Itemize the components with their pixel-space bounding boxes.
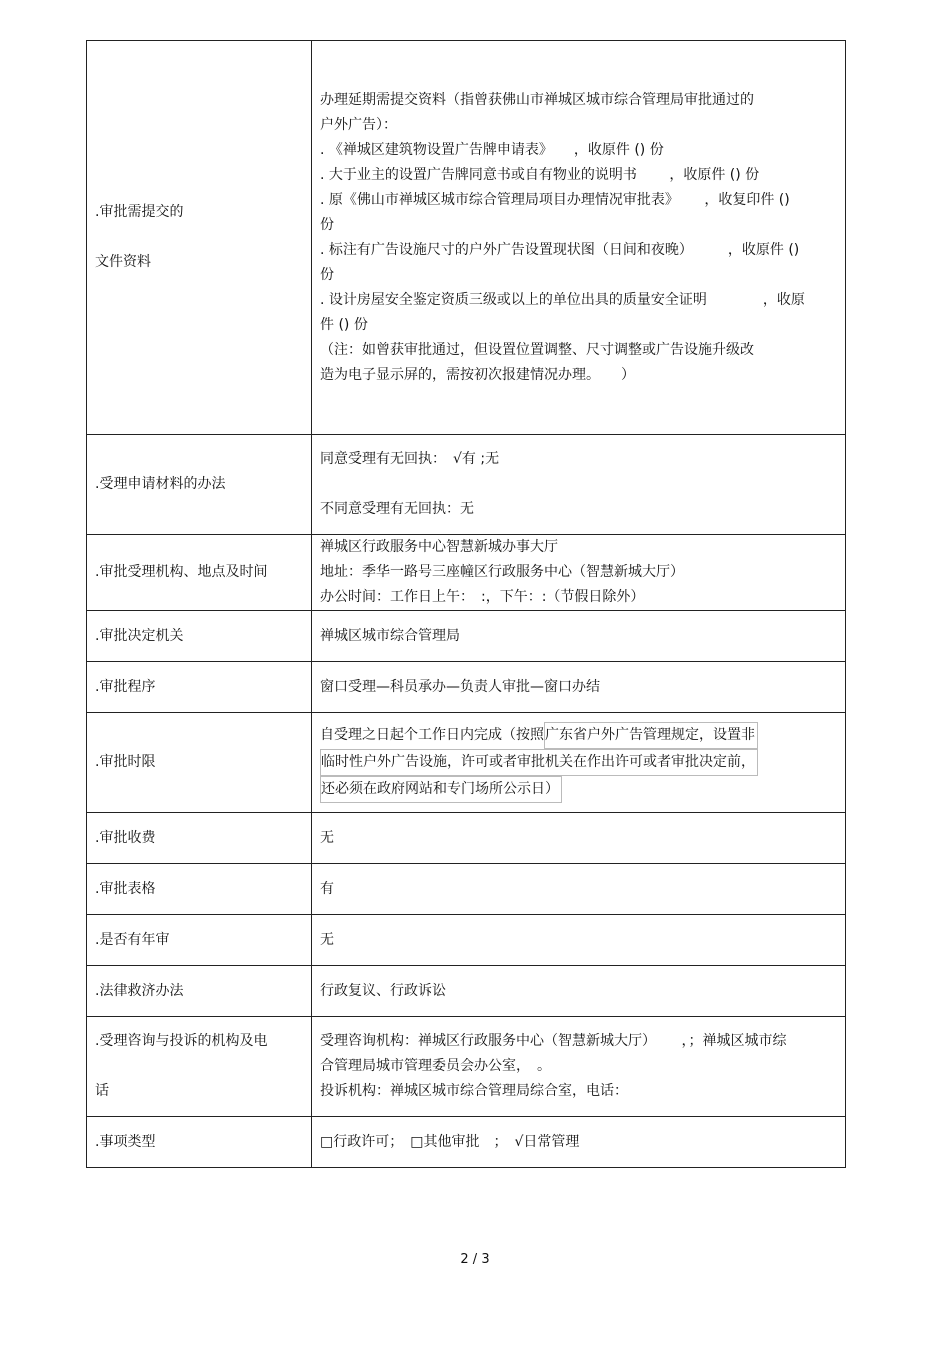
row-label: .审批时限 bbox=[87, 713, 312, 813]
row-label: .审批程序 bbox=[87, 662, 312, 713]
row-value: 禅城区城市综合管理局 bbox=[312, 611, 846, 662]
text-fragment-boxed: 临时性户外广告设施，许可或者审批机关在作出许可或者审批决定前， bbox=[320, 749, 758, 776]
row-label-line1: .审批需提交的 bbox=[95, 204, 184, 220]
row-label-line2: 文件资料 bbox=[95, 254, 151, 270]
row-value: 行政复议、行政诉讼 bbox=[312, 966, 846, 1017]
table-row bbox=[87, 611, 846, 662]
row-label: .法律救济办法 bbox=[87, 966, 312, 1017]
table-row bbox=[87, 535, 846, 611]
table-row bbox=[87, 813, 846, 864]
text-line: 投诉机构：禅城区城市综合管理局综合室，电话： bbox=[320, 1083, 628, 1099]
row-value bbox=[312, 41, 846, 435]
row-label: .审批收费 bbox=[87, 813, 312, 864]
table-row bbox=[87, 864, 846, 915]
row-value bbox=[312, 535, 846, 611]
text-line: 份 bbox=[320, 266, 334, 283]
row-value: 无 bbox=[312, 813, 846, 864]
table-row bbox=[87, 1017, 846, 1117]
table-row bbox=[87, 713, 846, 813]
text-line: . 大于业主的设置广告牌同意书或自有物业的说明书 ，收原件 () 份 bbox=[320, 166, 760, 183]
row-value bbox=[312, 713, 846, 813]
row-label-line2: 话 bbox=[95, 1083, 109, 1099]
row-label: .事项类型 bbox=[87, 1117, 312, 1168]
text-line bbox=[320, 776, 837, 803]
row-value: 窗口受理—科员承办—负责人审批—窗口办结 bbox=[312, 662, 846, 713]
text-line: . 《禅城区建筑物设置广告牌申请表》 ，收原件 () 份 bbox=[320, 141, 664, 158]
row-label: .审批决定机关 bbox=[87, 611, 312, 662]
text-line: 户外广告）： bbox=[320, 116, 397, 133]
text-fragment-boxed: 广东省户外广告管理规定，设置非 bbox=[544, 722, 758, 749]
page-number: 2 / 3 bbox=[460, 1252, 490, 1267]
approval-info-table bbox=[86, 40, 846, 1168]
table-row bbox=[87, 915, 846, 966]
table-row bbox=[87, 435, 846, 535]
text-line: 禅城区行政服务中心智慧新城办事大厅 bbox=[320, 539, 558, 555]
text-fragment-boxed: 还必须在政府网站和专门场所公示日） bbox=[320, 776, 562, 803]
text-line: 地址：季华一路号三座幢区行政服务中心（智慧新城大厅） bbox=[320, 564, 684, 580]
row-label: .审批受理机构、地点及时间 bbox=[87, 535, 312, 611]
row-label: .受理申请材料的办法 bbox=[87, 435, 312, 535]
text-line: 办公时间：工作日上午： :，下午：:（节假日除外） bbox=[320, 589, 645, 605]
text-line: . 标注有广告设施尺寸的户外广告设置现状图（日间和夜晚） ，收原件 () bbox=[320, 241, 800, 258]
row-value: 无 bbox=[312, 915, 846, 966]
text-line: 合管理局城市管理委员会办公室， 。 bbox=[320, 1058, 551, 1074]
table-row bbox=[87, 41, 846, 435]
row-label: .审批表格 bbox=[87, 864, 312, 915]
row-value: □行政许可； □其他审批 ； √日常管理 bbox=[312, 1117, 846, 1168]
text-line: . 设计房屋安全鉴定资质三级或以上的单位出具的质量安全证明 ，收原 bbox=[320, 291, 805, 308]
row-value bbox=[312, 435, 846, 535]
text-line: 件 () 份 bbox=[320, 316, 368, 333]
text-line: 造为电子显示屏的，需按初次报建情况办理。 ） bbox=[320, 366, 635, 383]
text-line: 份 bbox=[320, 216, 334, 233]
table-row bbox=[87, 966, 846, 1017]
text-line: （注：如曾获审批通过，但设置位置调整、尺寸调整或广告设施升级改 bbox=[320, 341, 754, 358]
text-line: 同意受理有无回执： √有 ;无 bbox=[320, 451, 500, 467]
row-value: 有 bbox=[312, 864, 846, 915]
table-row bbox=[87, 1117, 846, 1168]
row-label: .是否有年审 bbox=[87, 915, 312, 966]
text-fragment: 自受理之日起个工作日内完成（按照 bbox=[320, 727, 544, 743]
text-line: 办理延期需提交资料（指曾获佛山市禅城区城市综合管理局审批通过的 bbox=[320, 91, 754, 108]
row-value bbox=[312, 1017, 846, 1117]
table-row bbox=[87, 662, 846, 713]
row-label-line1: .受理咨询与投诉的机构及电 bbox=[95, 1033, 268, 1049]
row-label bbox=[87, 1017, 312, 1117]
text-line bbox=[320, 722, 837, 749]
text-line: 不同意受理有无回执：无 bbox=[320, 501, 474, 517]
text-line bbox=[320, 749, 837, 776]
row-label bbox=[87, 41, 312, 435]
text-line: 受理咨询机构：禅城区行政服务中心（智慧新城大厅） ，；禅城区城市综 bbox=[320, 1033, 787, 1049]
text-line: . 原《佛山市禅城区城市综合管理局项目办理情况审批表》 ，收复印件 () bbox=[320, 191, 790, 208]
